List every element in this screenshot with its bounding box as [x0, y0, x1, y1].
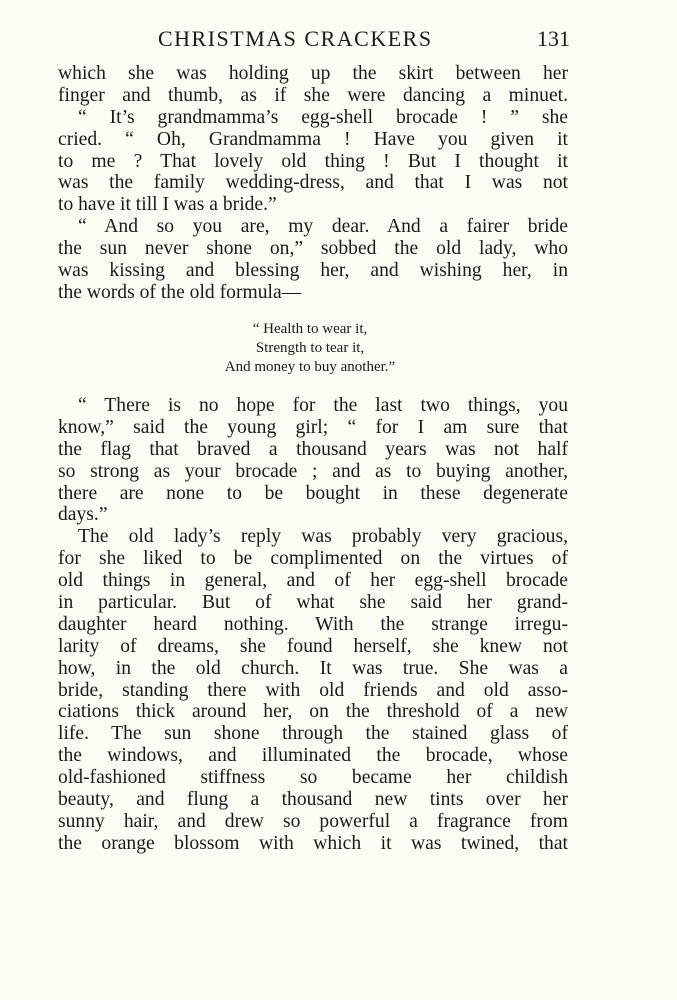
text-line: know,” said the young girl; “ for I am sure that [58, 416, 568, 438]
text-line: “ There is no hope for the last two things, you [78, 395, 568, 416]
text-line: The old lady’s reply was probably very gracious, [78, 526, 568, 548]
text-line: there are none to be bought in these degenerate [58, 482, 568, 504]
text-line: the flag that braved a thousand years was not half [58, 438, 568, 460]
text-line: ciations thick around her, on the threshold of a new [58, 701, 568, 723]
text-line: so strong as your brocade ; and as to buying another, [58, 460, 568, 482]
text-line: old things in general, and of her egg-shell brocade [58, 570, 568, 592]
verse-quotation [160, 320, 460, 377]
verse-line: Strength to tear it, [255, 340, 365, 356]
text-line: days.” [58, 504, 108, 526]
text-line: the orange blossom with which it was twined, that [58, 832, 568, 854]
text-line: larity of dreams, she found herself, she knew not [58, 635, 568, 657]
text-line: the words of the old formula— [58, 281, 302, 303]
text-line: cried. “ Oh, Grandmamma ! Have you given it [58, 128, 568, 150]
text-line: the sun never shone on,” sobbed the old lady, who [58, 238, 568, 260]
text-line: for she liked to be complimented on the virtues of [58, 548, 568, 570]
text-line: life. The sun shone through the stained glass of [58, 723, 568, 745]
body-text-upper [58, 63, 568, 304]
text-line: finger and thumb, as if she were dancing a minuet. [58, 84, 568, 106]
body-text-lower [58, 395, 568, 855]
verse-line: “ Health to wear it, [252, 321, 368, 337]
text-line: sunny hair, and drew so powerful a fragrance from [58, 810, 568, 832]
text-line: in particular. But of what she said her grand- [58, 592, 568, 614]
text-line: “ And so you are, my dear. And a fairer bride [78, 216, 568, 238]
text-line: bride, standing there with old friends and old asso- [58, 679, 568, 701]
text-line: beauty, and flung a thousand new tints over her [58, 789, 568, 811]
text-line: “ It’s grandmamma’s egg-shell brocade ! ” she [78, 106, 568, 128]
text-line: old-fashioned stiffness so became her childish [58, 767, 568, 789]
text-line: was kissing and blessing her, and wishing her, in [58, 260, 568, 282]
page-number: 131 [537, 26, 570, 51]
text-line: daughter heard nothing. With the strange irregu- [58, 613, 568, 635]
running-title: CHRISTMAS CRACKERS [158, 26, 433, 51]
text-line: which she was holding up the skirt between her [58, 63, 568, 84]
text-line: to have it till I was a bride.” [58, 194, 277, 216]
running-head [58, 24, 570, 54]
text-line: how, in the old church. It was true. She was a [58, 657, 568, 679]
text-line: the windows, and illuminated the brocade, whose [58, 745, 568, 767]
text-line: to me ? That lovely old thing ! But I thought it [58, 150, 568, 172]
text-line: was the family wedding-dress, and that I was not [58, 172, 568, 194]
verse-line: And money to buy another.” [224, 359, 396, 375]
